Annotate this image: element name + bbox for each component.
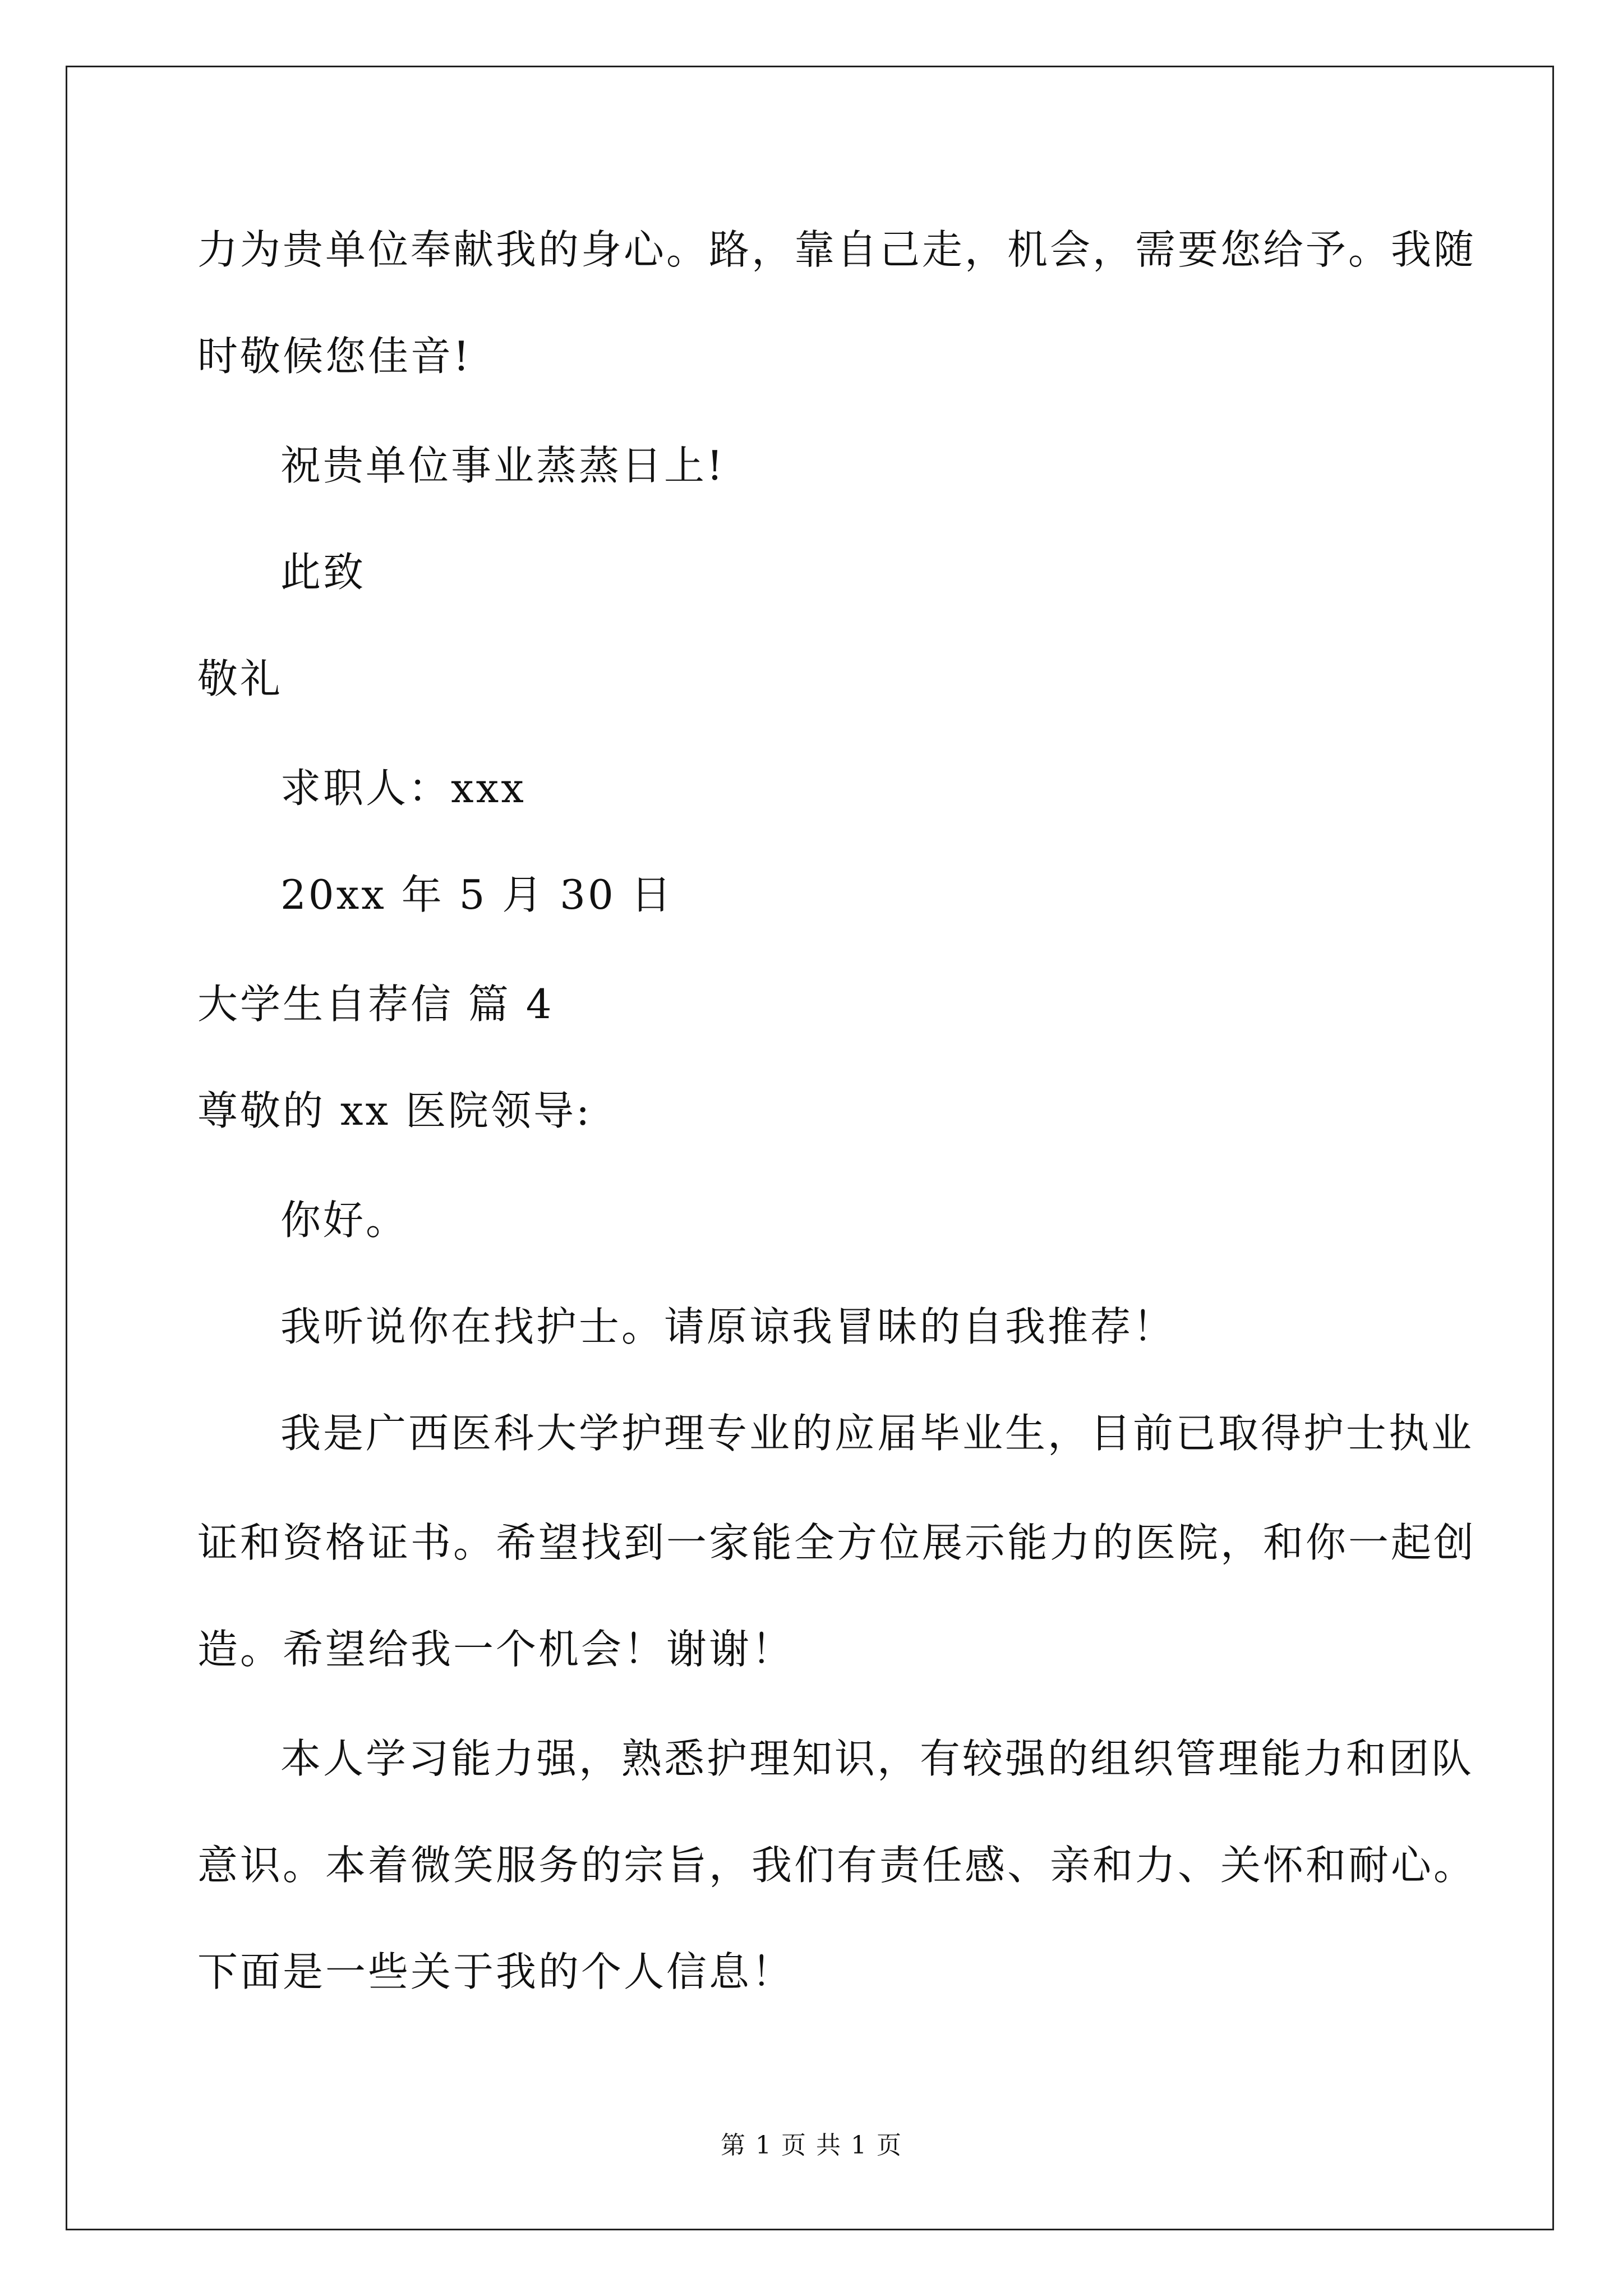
body-line: 造。希望给我一个机会！谢谢！ <box>197 1626 795 1673</box>
salutation-ci-zhi: 此致 <box>280 549 366 596</box>
body-line: 下面是一些关于我的个人信息！ <box>197 1948 795 1995</box>
body-line: 我听说你在找护士。请原谅我冒昧的自我推荐！ <box>280 1303 1176 1350</box>
page-number-footer: 第 1 页 共 1 页 <box>721 2131 902 2160</box>
body-line: 力为贵单位奉献我的身心。路，靠自己走，机会，需要您给予。我随 <box>197 226 1477 273</box>
letter-hello: 你好。 <box>280 1197 409 1244</box>
body-line: 证和资格证书。希望找到一家能全方位展示能力的医院，和你一起创 <box>197 1519 1477 1566</box>
signature-applicant: 求职人：xxx <box>280 765 526 812</box>
signature-date: 20xx 年 5 月 30 日 <box>280 871 674 918</box>
body-line: 意识。本着微笑服务的宗旨，我们有责任感、亲和力、关怀和耐心。 <box>197 1842 1477 1889</box>
body-line: 我是广西医科大学护理专业的应届毕业生，目前已取得护士执业 <box>280 1410 1474 1457</box>
letter-greeting: 尊敬的 xx 医院领导: <box>197 1087 592 1134</box>
body-line: 时敬候您佳音! <box>197 333 472 380</box>
closing-wish: 祝贵单位事业蒸蒸日上! <box>280 442 725 489</box>
section-heading: 大学生自荐信 篇 4 <box>197 981 554 1028</box>
page-border <box>66 66 1554 2230</box>
salutation-jing-li: 敬礼 <box>197 655 283 702</box>
body-line: 本人学习能力强，熟悉护理知识，有较强的组织管理能力和团队 <box>280 1735 1474 1782</box>
